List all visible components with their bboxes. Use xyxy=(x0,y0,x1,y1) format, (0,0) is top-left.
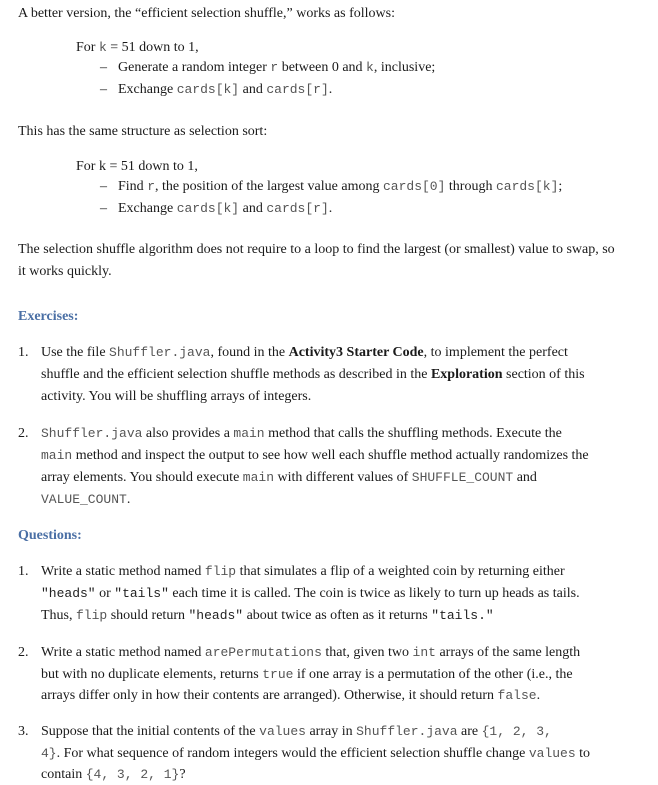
q2-code-true: true xyxy=(262,667,294,682)
q3-code-values-2: values xyxy=(528,746,576,761)
question-1-line-2 xyxy=(41,584,580,604)
ex1-code-file: Shuffler.java xyxy=(109,345,211,360)
algo2-step1-code-r: r xyxy=(147,179,155,194)
algo2-step2-end: . xyxy=(328,201,333,216)
ex1-bold-starter: Activity3 Starter Code xyxy=(288,345,424,360)
algo2-step2-code-1: cards[k] xyxy=(176,201,240,216)
q2-text-d: but with no duplicate elements, returns xyxy=(41,667,263,682)
ex2-code-main-2: main xyxy=(41,448,73,463)
q2-text-end: . xyxy=(536,688,541,703)
exercise-1-line-1 xyxy=(41,343,568,363)
q2-text-f: arrays differ only in how their contents are arranged). Otherwise, it should return xyxy=(41,688,498,703)
ex2-text-e: with different values of xyxy=(274,470,412,485)
ex2-text-c: method and inspect the output to see how well each shuffle method actually randomizes the xyxy=(72,448,589,463)
ex2-code-main-3: main xyxy=(242,470,275,485)
q3-text-c: are xyxy=(457,724,482,739)
algo1-step1-code-r: r xyxy=(270,60,279,75)
q3-text-end: ? xyxy=(179,767,186,782)
algo1-step1-code-k: k xyxy=(366,60,374,75)
question-2-number: 2. xyxy=(18,645,29,660)
ex2-code-main-1: main xyxy=(233,426,265,441)
ex2-text-d: array elements. You should execute xyxy=(41,470,243,485)
q3-code-values: values xyxy=(259,724,306,739)
q3-text-d: . For what sequence of random integers would the efficient selection shuffle change xyxy=(56,746,529,761)
q1-code-heads: "heads" xyxy=(41,586,96,601)
algo1-step2-end: . xyxy=(328,82,333,97)
q1-text-f: about twice as often as it returns xyxy=(243,608,432,623)
dash-bullet: – xyxy=(100,60,107,75)
algo2-step1-text-a: Find xyxy=(118,179,148,194)
para-line-1 xyxy=(18,240,615,260)
question-2-line-2 xyxy=(41,665,573,685)
algo1-step2-and: and xyxy=(239,82,267,97)
para-text-1: The selection shuffle algorithm does not require to a loop to find the largest (or smallest) value to swap, so xyxy=(18,242,615,257)
ex2-code-value-count: VALUE_COUNT xyxy=(41,492,127,507)
exercise-1-line-3 xyxy=(41,387,311,407)
algo1-for-var: k xyxy=(98,40,107,55)
q2-code-arepermutations: arePermutations xyxy=(204,645,322,660)
exercise-1-number: 1. xyxy=(18,345,29,360)
q3-text-f: contain xyxy=(41,767,86,782)
ex1-text-d: shuffle and the efficient selection shuffle methods as described in the xyxy=(41,367,431,382)
ex2-code-shuffle-count: SHUFFLE_COUNT xyxy=(411,470,514,485)
algo2-step2 xyxy=(100,199,332,219)
q2-text-c: arrays of the same length xyxy=(435,645,581,660)
ex2-text-and: and xyxy=(513,470,537,485)
q2-text-a: Write a static method named xyxy=(41,645,205,660)
algo1-step1-text-b: between 0 and xyxy=(278,60,367,75)
exercise-1-line-2 xyxy=(41,365,585,385)
ex2-text-a: also provides a xyxy=(142,426,234,441)
q1-code-flip-2: flip xyxy=(76,608,108,623)
question-1-line-1 xyxy=(41,562,565,582)
question-3-line-1 xyxy=(41,722,552,742)
q1-text-b: that simulates a flip of a weighted coin by returning either xyxy=(236,564,565,579)
algo1-step2-code-1: cards[k] xyxy=(176,82,240,97)
dash-bullet: – xyxy=(100,179,107,194)
ex2-text-b: method that calls the shuffling methods. Execute the xyxy=(264,426,562,441)
q2-text-b: that, given two xyxy=(321,645,413,660)
ex1-text-e: section of this xyxy=(502,367,585,382)
structure-sentence: This has the same structure as selection sort: xyxy=(18,124,268,139)
q3-text-b: array in xyxy=(305,724,357,739)
algo1-step1 xyxy=(100,58,435,78)
q2-code-int: int xyxy=(412,645,436,660)
q1-text-e: should return xyxy=(107,608,189,623)
question-1-number: 1. xyxy=(18,564,29,579)
intro-sentence: A better version, the “efficient selection shuffle,” works as follows: xyxy=(18,6,395,21)
intro-text xyxy=(18,4,395,24)
algo2-step1-code-ck: cards[k] xyxy=(495,179,559,194)
q2-code-false: false xyxy=(497,688,537,703)
exercise-2-line-3 xyxy=(41,468,537,488)
algo2-step1 xyxy=(100,177,562,197)
algo2-step2-and: and xyxy=(239,201,267,216)
q3-text-e: to xyxy=(575,746,591,761)
question-2-line-1 xyxy=(41,643,580,663)
q1-text-c: each time it is called. The coin is twice as likely to turn up heads as tails. xyxy=(168,586,580,601)
algo2-step1-code-c0: cards[0] xyxy=(382,179,446,194)
algo1-for-line xyxy=(76,38,199,58)
para-line-2 xyxy=(18,262,112,282)
ex1-text-f: activity. You will be shuffling arrays of integers. xyxy=(41,389,312,404)
algo1-step1-text-c: , inclusive; xyxy=(373,60,436,75)
exercise-2-number: 2. xyxy=(18,426,29,441)
q2-text-e: if one array is a permutation of the other (i.e., the xyxy=(293,667,573,682)
q1-code-tails: "tails" xyxy=(114,586,169,601)
algo2-for-line xyxy=(76,157,198,177)
exercise-2-line-4 xyxy=(41,490,130,510)
algo2-step1-end: ; xyxy=(558,179,563,194)
ex1-text-b: , found in the xyxy=(210,345,289,360)
algo2-step1-text-b: , the position of the largest value among xyxy=(155,179,383,194)
question-2-line-3 xyxy=(41,686,540,706)
q3-code-array-start: {1, 2, 3, xyxy=(481,724,552,739)
algo2-step1-through: through xyxy=(445,179,496,194)
algo1-step1-text-a: Generate a random integer xyxy=(118,60,271,75)
q3-code-target-array: {4, 3, 2, 1} xyxy=(85,767,180,782)
dash-bullet: – xyxy=(100,82,107,97)
dash-bullet: – xyxy=(100,201,107,216)
algo2-for-label: For k = 51 down to 1, xyxy=(76,159,198,174)
ex2-text-end: . xyxy=(126,492,131,507)
exercise-2-line-1 xyxy=(41,424,562,444)
algo1-step2-text-a: Exchange xyxy=(118,82,177,97)
q1-code-flip: flip xyxy=(204,564,237,579)
q1-text-a: Write a static method named xyxy=(41,564,205,579)
exercises-heading: Exercises: xyxy=(18,309,79,324)
question-3-line-3 xyxy=(41,765,186,785)
ex1-text-a: Use the file xyxy=(41,345,110,360)
q3-code-array-end: 4} xyxy=(41,746,57,761)
q3-text-a: Suppose that the initial contents of the xyxy=(41,724,260,739)
algo1-step2-code-2: cards[r] xyxy=(266,82,329,97)
algo1-for-range: = 51 down to 1, xyxy=(106,40,199,55)
q1-code-heads-2: "heads" xyxy=(188,608,244,623)
exercise-2-line-2 xyxy=(41,446,589,466)
ex2-code-file: Shuffler.java xyxy=(41,426,143,441)
ex1-text-c: , to implement the perfect xyxy=(423,345,568,360)
algo2-step2-code-2: cards[r] xyxy=(266,201,329,216)
question-3-line-2 xyxy=(41,744,590,764)
ex1-bold-exploration: Exploration xyxy=(430,367,503,382)
q1-code-tails-2: "tails." xyxy=(431,608,494,623)
question-1-line-3 xyxy=(41,606,494,626)
algo1-step2 xyxy=(100,80,332,100)
q1-text-d: Thus, xyxy=(41,608,76,623)
para-text-2: it works quickly. xyxy=(18,264,112,279)
algo1-for-label: For xyxy=(76,40,99,55)
question-3-number: 3. xyxy=(18,724,29,739)
algo2-step2-text-a: Exchange xyxy=(118,201,177,216)
structure-text xyxy=(18,122,267,142)
questions-heading: Questions: xyxy=(18,528,82,543)
q1-text-or: or xyxy=(95,586,115,601)
q3-code-shuffler: Shuffler.java xyxy=(356,724,458,739)
